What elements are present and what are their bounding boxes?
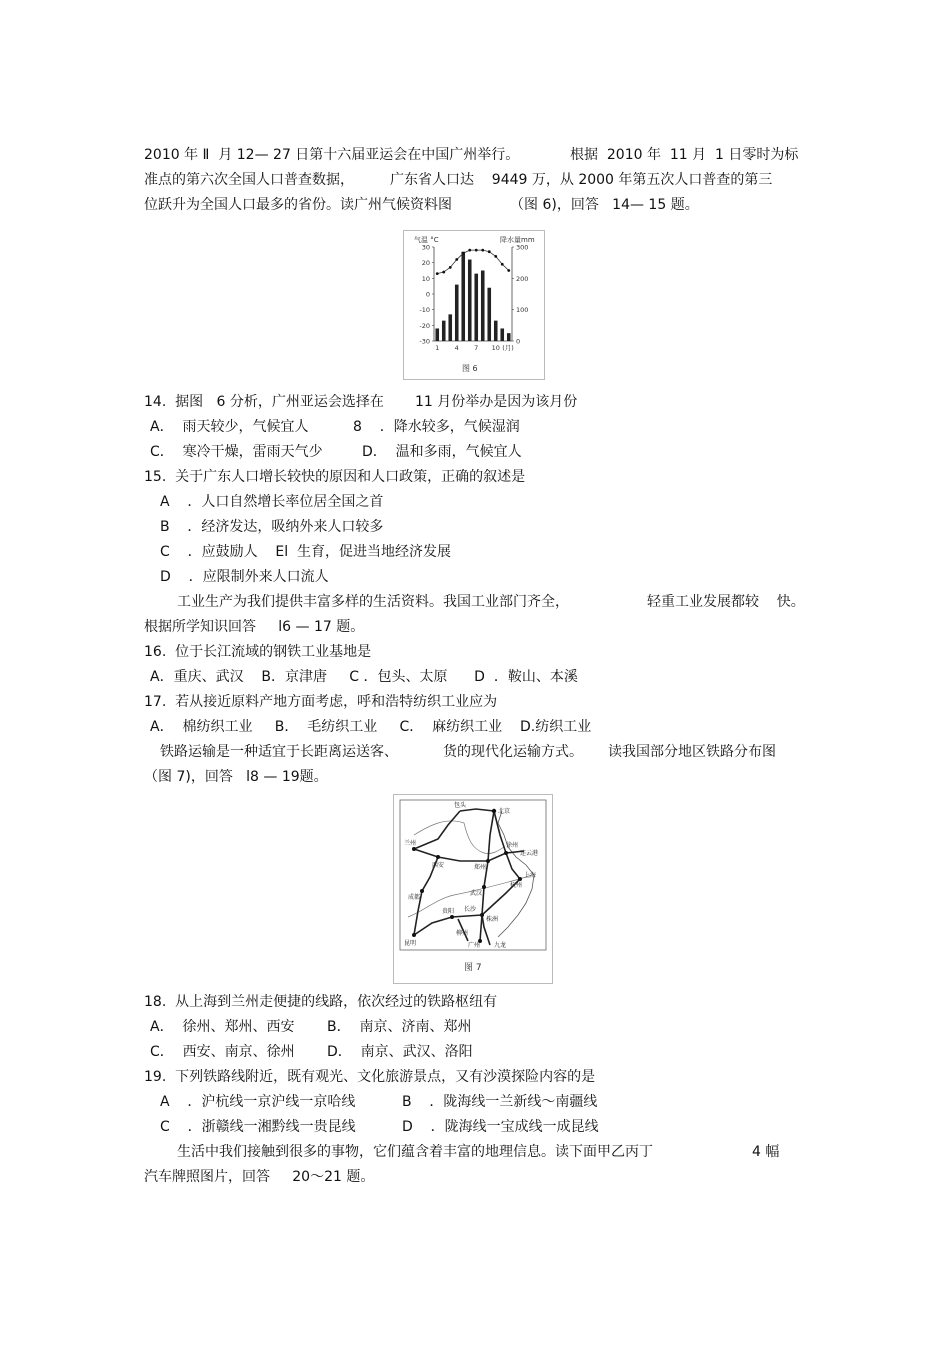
precipitation-bar: [468, 260, 472, 341]
q14-option-b: 8 ．降水较多，气候湿润: [353, 419, 520, 435]
intro4-line2: 汽车牌照图片，回答 20～21 题。: [144, 1169, 375, 1185]
intro2-line1a: 工业生产为我们提供丰富多样的生活资料。我国工业部门齐全，: [177, 594, 569, 610]
node-lanzhou: [412, 847, 416, 851]
intro2-line1b: 轻重工业发展都较 快。: [647, 594, 805, 610]
label-xian: 西安: [432, 862, 445, 869]
label-lanzhou: 兰州: [404, 840, 417, 847]
q15-option-a: A ．人口自然增长率位居全国之首: [160, 494, 384, 510]
precipitation-bar: [435, 328, 439, 341]
intro4-line1b: 4 幅: [752, 1144, 780, 1160]
precipitation-bar: [494, 321, 498, 341]
left-tick-label: 0: [425, 290, 430, 299]
x-tick-label: 10: [491, 344, 500, 352]
climate-chart-svg: [404, 231, 544, 379]
node-kunming: [412, 933, 416, 937]
right-tick-label: 200: [516, 274, 529, 283]
precipitation-bar: [461, 252, 465, 341]
node-guiyang: [450, 915, 454, 919]
q17-options: A． 棉纺织工业 B． 毛纺织工业 C． 麻纺织工业 D.纺织工业: [150, 719, 592, 735]
temperature-point: [475, 249, 478, 252]
figure-7-railway-map: [393, 794, 553, 984]
intro1-line1b: 根据 2010 年 11 月 1 日零时为标: [570, 147, 799, 163]
temperature-point: [481, 249, 484, 252]
node-xuzhou: [504, 851, 508, 855]
intro1-line2b: 广东省人口达 9449 万，从 2000 年第五次人口普查的第三: [390, 172, 773, 188]
precipitation-bar: [487, 288, 491, 341]
label-liuzhou: 柳州: [456, 930, 469, 937]
label-lianyungang: 连云港: [520, 850, 539, 857]
intro2-line2: 根据所学知识回答 l6 — 17 题。: [144, 619, 365, 635]
intro1-line3b: （图 6)，回答 14— 15 题。: [510, 197, 699, 213]
label-guiyang: 贵阳: [442, 908, 455, 915]
left-tick-label: 10: [421, 274, 430, 283]
label-changsha: 长沙: [464, 906, 477, 913]
q16-options: A．重庆、武汉 B．京津唐 C ．包头、太原 D ．鞍山、本溪: [150, 669, 578, 685]
precipitation-bar: [448, 314, 452, 341]
intro1-line1a: 2010 年 Ⅱ 月 12— 27 日第十六届亚运会在中国广州举行。: [144, 147, 520, 163]
x-tick-label: (月): [502, 344, 514, 352]
temperature-point: [449, 266, 452, 269]
q19-option-d: D ．陇海线一宝成线一成昆线: [402, 1119, 599, 1135]
right-axis-title: 降水量mm: [500, 236, 535, 244]
left-tick-label: 20: [421, 259, 430, 268]
q15-stem: 15. 关于广东人口增长较快的原因和人口政策，正确的叙述是: [144, 469, 526, 485]
node-wuhan: [482, 885, 486, 889]
railway-map-svg: [394, 795, 552, 983]
precipitation-bar: [481, 271, 485, 342]
intro4-line1a: 生活中我们接触到很多的事物，它们蕴含着丰富的地理信息。读下面甲乙丙丁: [177, 1144, 653, 1160]
q18-stem: 18. 从上海到兰州走便捷的线路，依次经过的铁路枢纽有: [144, 994, 498, 1010]
q14-option-d: D． 温和多雨，气候宜人: [362, 444, 522, 460]
figure-6-climate-chart: [403, 230, 545, 380]
guikun-xiangqian-railway: [414, 915, 482, 935]
x-tick-label: 1: [435, 344, 440, 352]
label-zhuzhou: 株洲: [486, 916, 499, 923]
q19-option-c: C ．浙赣线一湘黔线一贵昆线: [160, 1119, 356, 1135]
temperature-point: [442, 271, 445, 274]
q19-stem: 19. 下列铁路线附近，既有观光、文化旅游景点，又有沙漠探险内容的是: [144, 1069, 596, 1085]
node-zhengzhou: [486, 859, 490, 863]
temperature-point: [455, 258, 458, 261]
x-tick-label: 4: [454, 344, 459, 352]
intro3-line2: （图 7)，回答 l8 — 19题。: [144, 769, 328, 785]
label-kunming: 昆明: [404, 940, 417, 947]
node-shanghai: [518, 877, 522, 881]
q19-option-a: A ．沪杭线一京沪线一京哈线: [160, 1094, 356, 1110]
precipitation-bar: [500, 328, 504, 341]
q18-option-d: D． 南京、武汉、洛阳: [327, 1044, 473, 1060]
label-chengdu: 成都: [408, 894, 421, 901]
label-zhengzhou: 郑州: [474, 864, 487, 871]
label-xuzhou: 徐州: [506, 842, 519, 849]
left-tick-label: -30: [419, 337, 430, 346]
right-tick-label: 300: [516, 243, 529, 252]
temperature-point: [488, 250, 491, 253]
q18-option-a: A． 徐州、郑州、西安: [150, 1019, 295, 1035]
baolan-railway: [414, 811, 460, 849]
precipitation-bar: [474, 274, 478, 341]
label-shanghai: 上海: [524, 872, 537, 879]
label-hangzhou: 杭州: [510, 882, 523, 889]
label-wuhan: 武汉: [470, 890, 483, 897]
intro3-line1c: 读我国部分地区铁路分布图: [608, 744, 776, 760]
precipitation-bar: [442, 321, 446, 341]
temperature-point: [462, 252, 465, 255]
q18-option-b: B． 南京、济南、郑州: [327, 1019, 472, 1035]
figure-7-caption: 图 7: [464, 963, 482, 973]
left-tick-label: -10: [419, 306, 430, 315]
intro3-line1a: 铁路运输是一种适宜于长距离运送客、: [160, 744, 398, 760]
precipitation-bar: [507, 333, 511, 341]
q14-option-a: A． 雨天较少，气候宜人: [150, 419, 309, 435]
node-zhuzhou: [480, 913, 484, 917]
intro3-line1b: 货的现代化运输方式。: [443, 744, 583, 760]
left-tick-label: -20: [419, 321, 430, 330]
label-baotou: 包头: [454, 802, 467, 809]
q19-option-b: B ．陇海线一兰新线～南疆线: [402, 1094, 598, 1110]
precipitation-bar: [455, 285, 459, 341]
label-kowloon: 九龙: [494, 942, 507, 949]
label-beijing: 北京: [498, 808, 511, 815]
node-chengdu: [420, 889, 424, 893]
temperature-line: [437, 250, 509, 274]
right-tick-label: 0: [516, 337, 521, 346]
x-tick-label: 7: [474, 344, 479, 352]
q18-option-c: C． 西安、南京、徐州: [150, 1044, 295, 1060]
figure-6-caption: 图 6: [462, 364, 478, 373]
intro1-line2a: 准点的第六次全国人口普查数据，: [144, 172, 354, 188]
node-beijing: [492, 809, 496, 813]
q14-stem: 14. 据图 6 分析，广州亚运会选择在 11 月份举办是因为该月份: [144, 394, 578, 410]
left-axis-title: 气温 °C: [414, 236, 439, 244]
q16-stem: 16. 位于长江流域的钢铁工业基地是: [144, 644, 372, 660]
label-guangzhou: 广州: [468, 942, 481, 949]
q15-option-b: B ．经济发达，吸纳外来人口较多: [160, 519, 384, 535]
temperature-point: [468, 249, 471, 252]
node-xian: [436, 855, 440, 859]
q17-stem: 17. 若从接近原料产地方面考虑，呼和浩特纺织工业应为: [144, 694, 498, 710]
q15-option-c: C ．应鼓励人 El 生育，促进当地经济发展: [160, 544, 452, 560]
jingbao-railway: [460, 809, 494, 811]
temperature-point: [494, 255, 497, 258]
temperature-point: [507, 269, 510, 272]
intro1-line3a: 位跃升为全国人口最多的省份。读广州气候资料图: [144, 197, 452, 213]
q15-option-d: D ．应限制外来人口流人: [160, 569, 329, 585]
temperature-point: [501, 263, 504, 266]
temperature-point: [436, 272, 439, 275]
left-tick-label: 30: [421, 243, 430, 252]
q14-option-c: C． 寒冷干燥，雷雨天气少: [150, 444, 323, 460]
right-tick-label: 100: [516, 306, 529, 315]
